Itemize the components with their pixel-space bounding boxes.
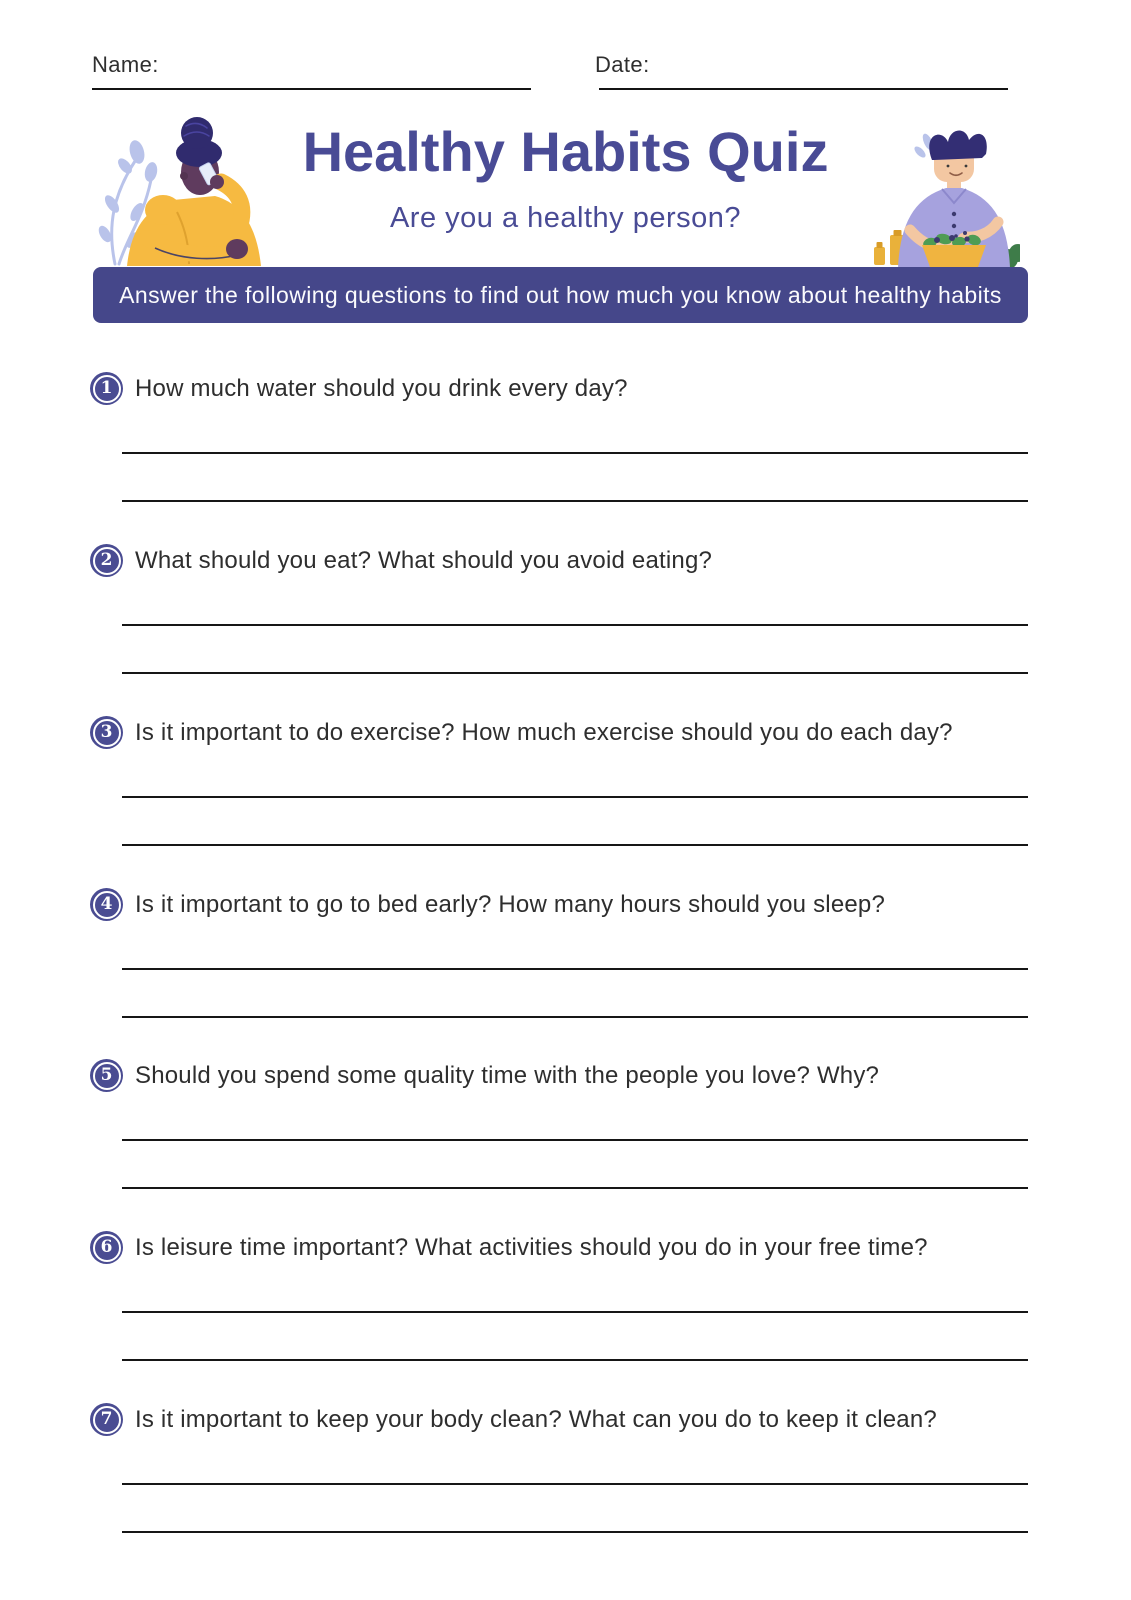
date-fill-line[interactable]: [599, 88, 1008, 90]
answer-line[interactable]: [122, 500, 1028, 502]
answer-line[interactable]: [122, 844, 1028, 846]
question-number: 4: [100, 894, 113, 914]
question-text: Is it important to go to bed early? How many hours should you sleep?: [135, 890, 886, 918]
question-number-badge: [90, 1403, 123, 1436]
page-title: Healthy Habits Quiz: [302, 120, 829, 183]
question-block-1: [0, 372, 1131, 512]
question-number: 6: [100, 1237, 113, 1257]
question-block-6: [0, 1231, 1131, 1371]
question-block-4: [0, 888, 1131, 1028]
instruction-banner: [93, 267, 1028, 323]
answer-line[interactable]: [122, 1483, 1028, 1485]
answer-line[interactable]: [122, 1187, 1028, 1189]
question-number: 7: [100, 1409, 113, 1429]
question-number-badge: [90, 1059, 123, 1092]
question-number: 2: [100, 550, 113, 570]
name-fill-line[interactable]: [92, 88, 531, 90]
question-text: Should you spend some quality time with the people you love? Why?: [135, 1061, 880, 1089]
answer-line[interactable]: [122, 968, 1028, 970]
question-number: 5: [100, 1065, 113, 1085]
answer-line[interactable]: [122, 452, 1028, 454]
question-number-badge: [90, 1231, 123, 1264]
question-block-7: [0, 1403, 1131, 1543]
answer-line[interactable]: [122, 796, 1028, 798]
answer-line[interactable]: [122, 1531, 1028, 1533]
answer-line[interactable]: [122, 1359, 1028, 1361]
instruction-banner-text: Answer the following questions to find out how much you know about healthy habits: [119, 281, 1002, 308]
answer-line[interactable]: [122, 1311, 1028, 1313]
question-number-badge: [90, 888, 123, 921]
name-field-label: Name:: [92, 52, 159, 77]
question-block-3: [0, 716, 1131, 856]
question-text: What should you eat? What should you avoid eating?: [135, 546, 713, 574]
question-text: Is it important to keep your body clean? What can you do to keep it clean?: [135, 1405, 937, 1433]
question-number: 3: [100, 722, 113, 742]
woman-drinking-water-illustration: [85, 116, 290, 271]
man-preparing-salad-illustration: [870, 126, 1020, 273]
answer-line[interactable]: [122, 1139, 1028, 1141]
answer-line[interactable]: [122, 672, 1028, 674]
question-text: Is it important to do exercise? How much exercise should you do each day?: [135, 718, 953, 746]
answer-line[interactable]: [122, 1016, 1028, 1018]
question-number: 1: [100, 378, 113, 398]
question-text: How much water should you drink every day?: [135, 374, 628, 402]
page-subtitle: Are you a healthy person?: [389, 202, 742, 234]
question-number-badge: [90, 372, 123, 405]
question-number-badge: [90, 716, 123, 749]
date-field-label: Date:: [595, 52, 650, 77]
question-text: Is leisure time important? What activities should you do in your free time?: [135, 1233, 928, 1261]
answer-line[interactable]: [122, 624, 1028, 626]
question-block-5: [0, 1059, 1131, 1199]
question-number-badge: [90, 544, 123, 577]
question-block-2: [0, 544, 1131, 684]
